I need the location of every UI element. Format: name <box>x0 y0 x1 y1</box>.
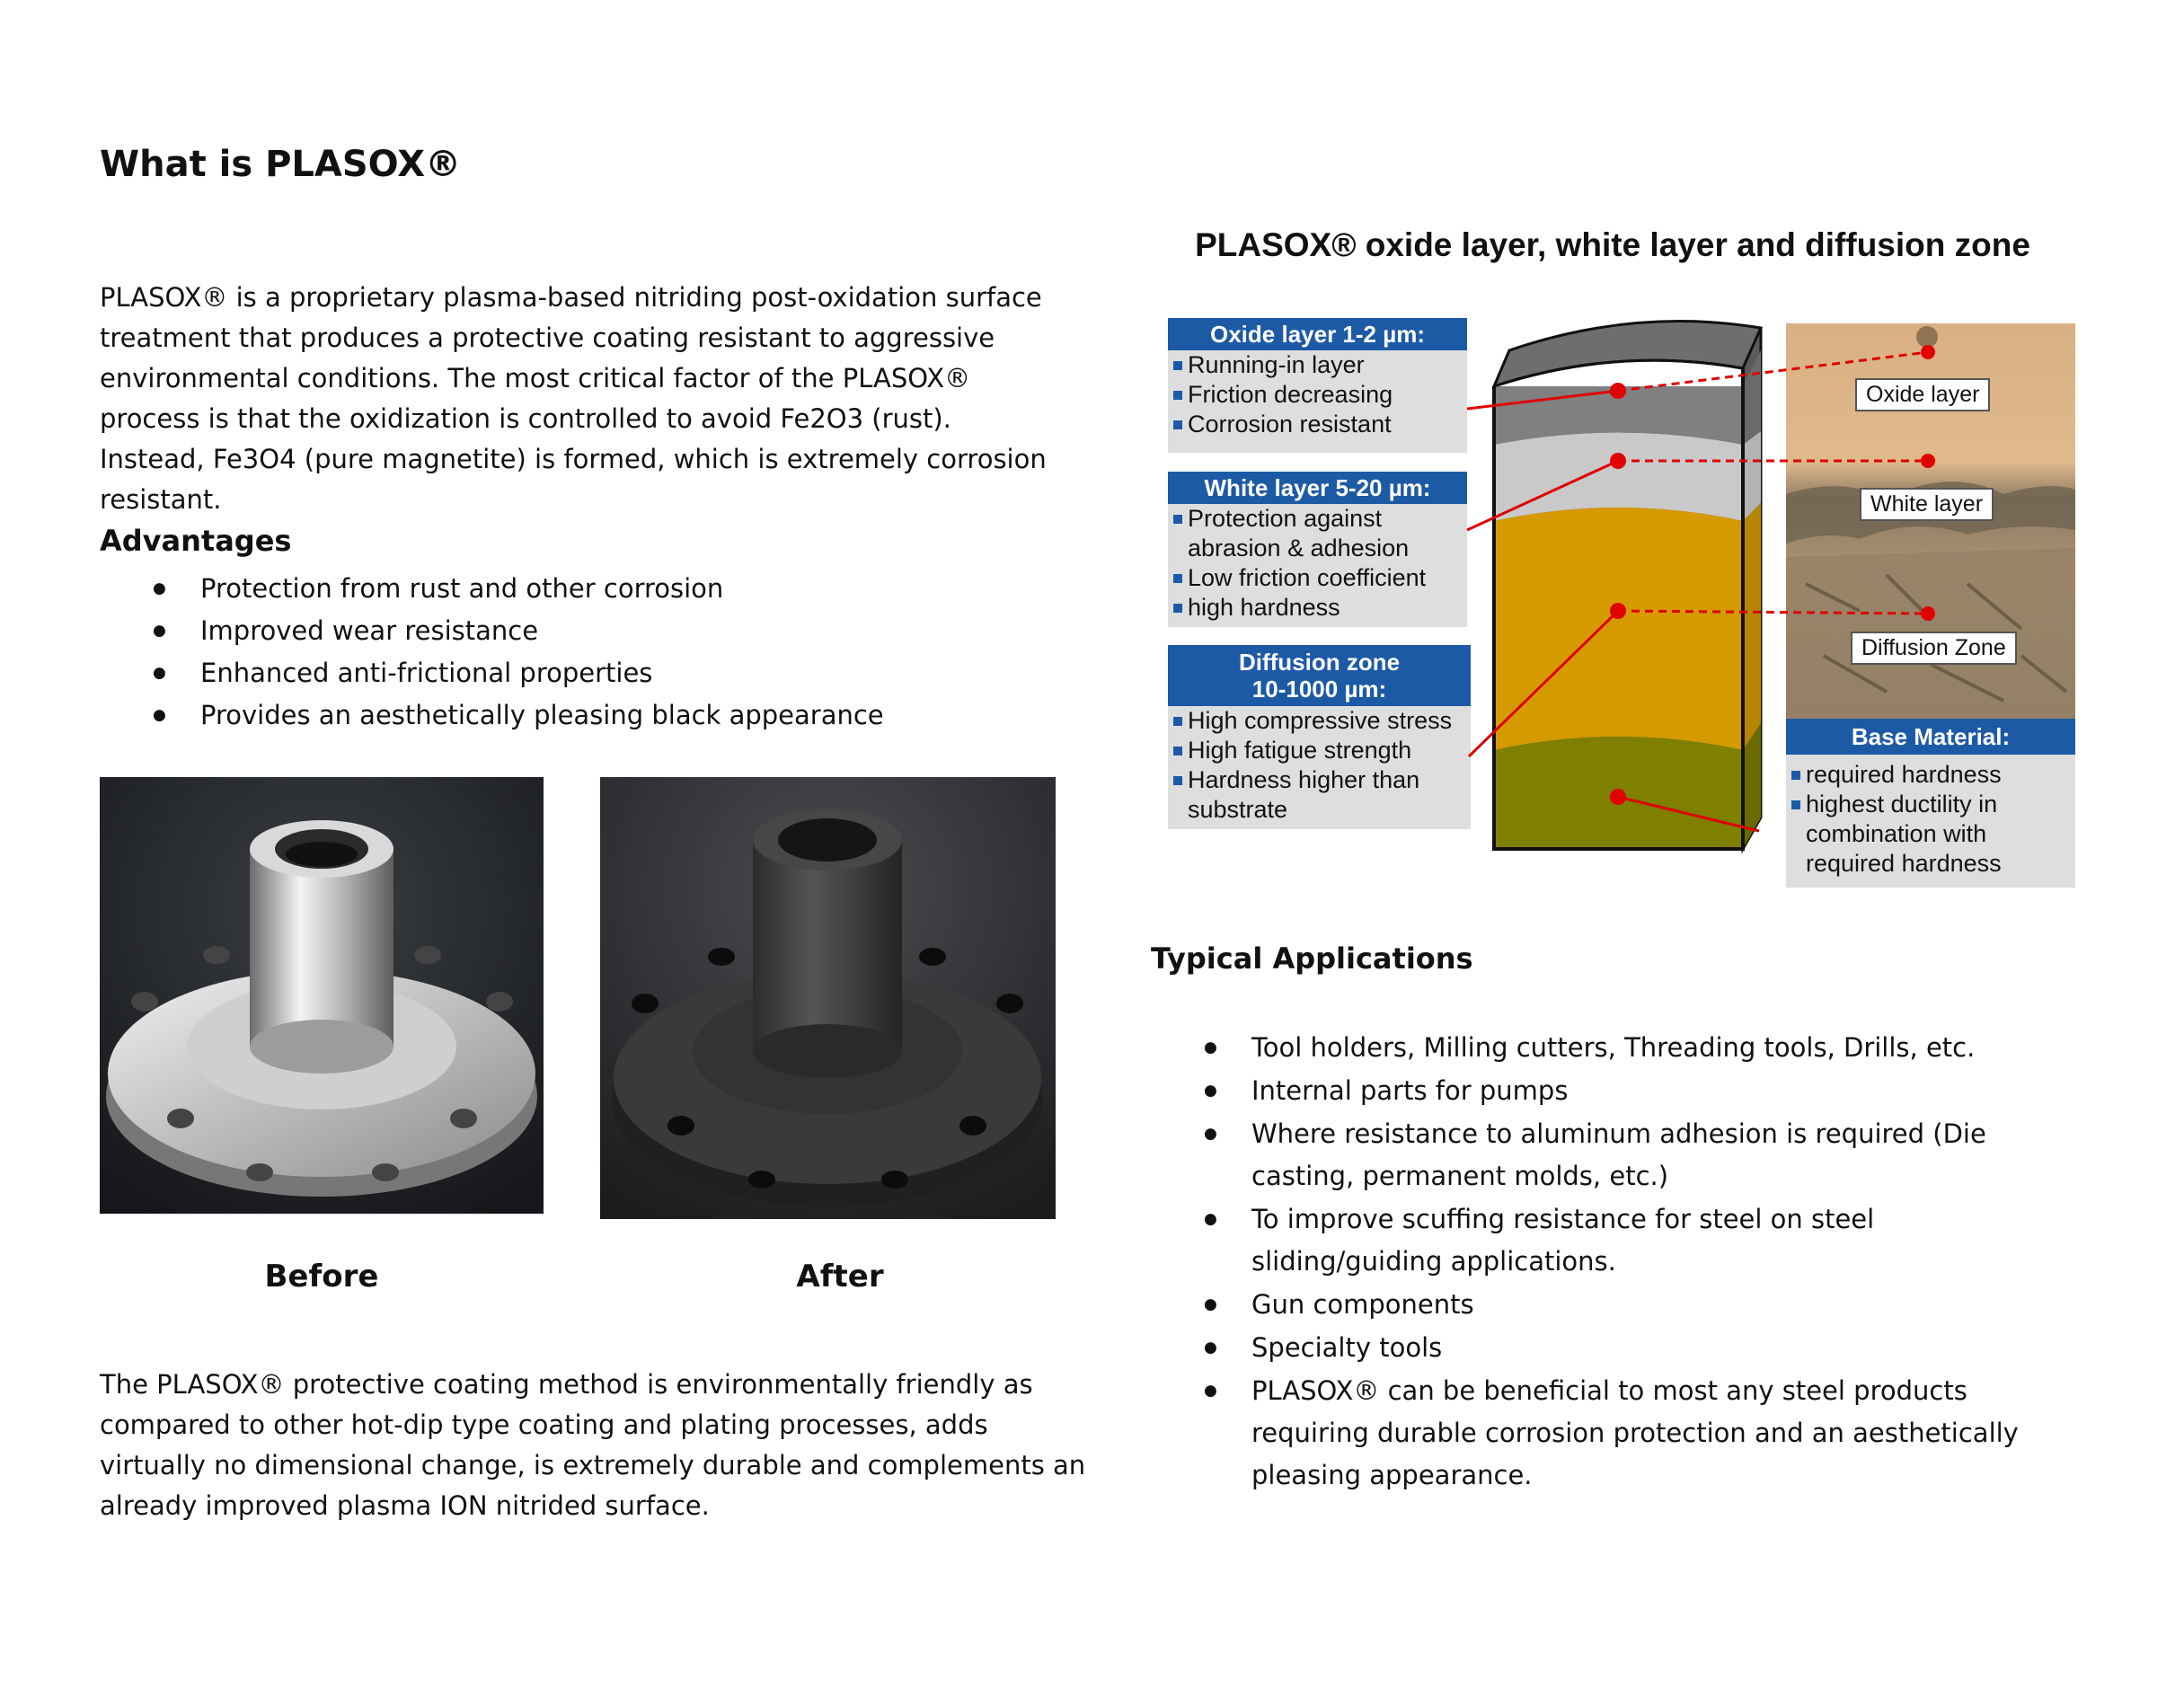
diffusion-zone-band <box>1494 508 1743 750</box>
advantages-heading: Advantages <box>100 524 292 558</box>
list-item: ● Tool holders, Milling cutters, Threading tools, Drills, etc. <box>1151 1027 2067 1069</box>
advantages-list <box>100 568 1043 737</box>
list-item: required hardness <box>1806 850 2002 877</box>
micro-label-white: White layer <box>1860 488 1994 521</box>
list-item: Friction decreasing <box>1168 380 1467 410</box>
diffusion-header-line2: 10-1000 µm: <box>1251 676 1387 703</box>
list-item: High compressive stress <box>1168 706 1471 736</box>
list-item: ● Specialty tools <box>1151 1327 2067 1369</box>
list-item: ● Improved wear resistance <box>100 610 1043 652</box>
list-item: substrate <box>1188 796 1288 823</box>
list-item: ● Provides an aesthetically pleasing black appearance <box>100 694 1043 737</box>
list-item: ● Where resistance to aluminum adhesion is required (Die casting, permanent molds, etc.) <box>1151 1113 2067 1198</box>
list-item: combination with <box>1806 820 1987 847</box>
list-item: required hardness <box>1786 760 2075 790</box>
micro-label-diffusion: Diffusion Zone <box>1851 632 2017 665</box>
micro-label-oxide: Oxide layer <box>1855 378 1990 411</box>
base-material-header: Base Material: <box>1786 719 2075 755</box>
list-item: Low friction coefficient <box>1168 563 1467 593</box>
list-item: ● Protection from rust and other corrosion <box>100 568 1043 610</box>
white-layer-box <box>1168 472 1467 627</box>
oxide-layer-header: Oxide layer 1-2 µm: <box>1168 318 1467 350</box>
list-item: highest ductility in <box>1786 790 2075 819</box>
applications-heading: Typical Applications <box>1151 941 1473 976</box>
intro-paragraph: PLASOX® is a proprietary plasma-based nitriding post-oxidation surface treatment that produces a protective coating resistant to aggressive environmental conditions. The most critical factor of the PLASOX® process is that the oxidization is controlled to avoid Fe2O3 (rust). Instead, Fe3O4 (pure magnetite) is formed, which is extremely corrosion resistant. <box>100 282 1047 515</box>
list-item: Hardness higher than <box>1168 765 1471 795</box>
list-item: ● Gun components <box>1151 1284 2067 1326</box>
after-photo <box>600 777 1056 1219</box>
after-caption: After <box>796 1259 884 1295</box>
list-item: Running-in layer <box>1168 350 1467 380</box>
base-material-box <box>1786 719 2075 888</box>
diffusion-zone-box <box>1168 645 1471 829</box>
list-item: High fatigue strength <box>1168 736 1471 765</box>
applications-list <box>1151 1027 2067 1497</box>
diagram-title: PLASOX® oxide layer, white layer and diffusion zone <box>1195 226 2030 263</box>
list-item: Protection against <box>1168 504 1467 534</box>
diffusion-header-line1: Diffusion zone <box>1238 649 1401 676</box>
oxide-layer-box <box>1168 318 1467 453</box>
list-item: ● Enhanced anti-frictional properties <box>100 652 1043 694</box>
list-item: ● To improve scuffing resistance for steel on steel sliding/guiding applications. <box>1151 1198 2067 1283</box>
diffusion-zone-header <box>1168 645 1471 706</box>
white-layer-header: White layer 5-20 µm: <box>1168 472 1467 504</box>
outro-paragraph: The PLASOX® protective coating method is environmentally friendly as compared to other hot-dip type coating and plating processes, adds virtually no dimensional change, is extremely durable and complements an already improved plasma ION nitrided surface. <box>100 1369 1086 1521</box>
page-title: What is PLASOX® <box>100 144 462 185</box>
before-caption: Before <box>264 1259 379 1295</box>
list-item: high hardness <box>1168 593 1467 623</box>
before-photo <box>100 777 544 1214</box>
list-item: ● PLASOX® can be beneficial to most any steel products requiring durable corrosion protection and an aesthetically pleasing appearance. <box>1151 1370 2067 1497</box>
list-item: abrasion & adhesion <box>1188 535 1410 561</box>
list-item: Corrosion resistant <box>1168 410 1467 439</box>
list-item: ● Internal parts for pumps <box>1151 1070 2067 1112</box>
